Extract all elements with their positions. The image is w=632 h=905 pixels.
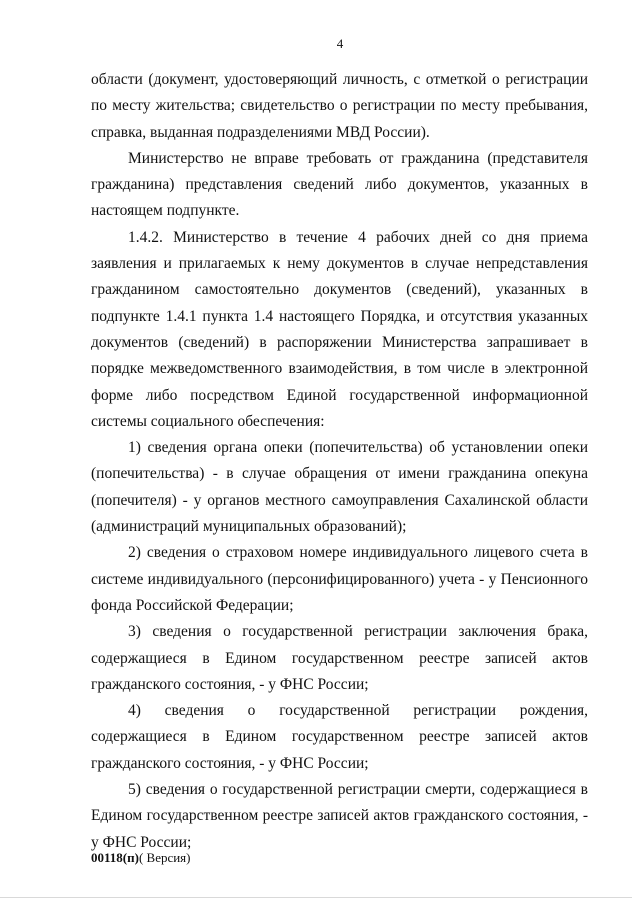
paragraph-continuation: области (документ, удостоверяющий личность, с отметкой о регистрации по месту жительства; свидетельство о регистрации по месту пребывания, справка, выданная подразделениями МВД России). xyxy=(91,71,588,141)
paragraph-ministry-restriction: Министерство не вправе требовать от гражданина (представителя гражданина) представления сведений либо документов, указанных в настоящем подпункте. xyxy=(91,149,588,220)
document-body xyxy=(91,67,588,856)
list-item-1: 1) сведения органа опеки (попечительства) об установлении опеки (попечительства) - в случае обращения от имени гражданина опекуна (попечителя) - у органов местного самоуправления Сахалинской области (администраций муниципальных образований); xyxy=(91,439,588,536)
list-item-4: 4) сведения о государственной регистрации рождения, содержащиеся в Едином государственном реестре записей актов гражданского состояния, - у ФНС России; xyxy=(91,702,588,772)
scan-edge-line xyxy=(0,897,632,898)
page-number: 4 xyxy=(336,36,344,51)
document-code-number: 00118(п) xyxy=(91,850,139,865)
list-item-3: 3) сведения о государственной регистрации заключения брака, содержащиеся в Едином государственном реестре записей актов гражданского состояния, - у ФНС России; xyxy=(91,623,588,693)
document-code xyxy=(91,850,191,866)
paragraph-1-4-2: 1.4.2. Министерство в течение 4 рабочих дней со дня приема заявления и прилагаемых к нему документов в случае непредставления гражданином самостоятельно документов (сведений), указанных в подпункте 1.4.1 пункта 1.4 настоящего Порядка, и отсутствия указанных документов (сведений) в распоряжении Министерства запрашивает в порядке межведомственного взаимодействия, в том числе в электронной форме либо посредством Единой государственной информационной системы социального обеспечения: xyxy=(91,228,588,430)
document-version: ( Версия) xyxy=(138,850,191,865)
list-item-5: 5) сведения о государственной регистрации смерти, содержащиеся в Едином государственном реестре записей актов гражданского состояния, - у ФНС России; xyxy=(91,781,588,851)
list-item-2: 2) сведения о страховом номере индивидуального лицевого счета в системе индивидуального (персонифицированного) учета - у Пенсионного фонда Российской Федерации; xyxy=(91,544,588,614)
